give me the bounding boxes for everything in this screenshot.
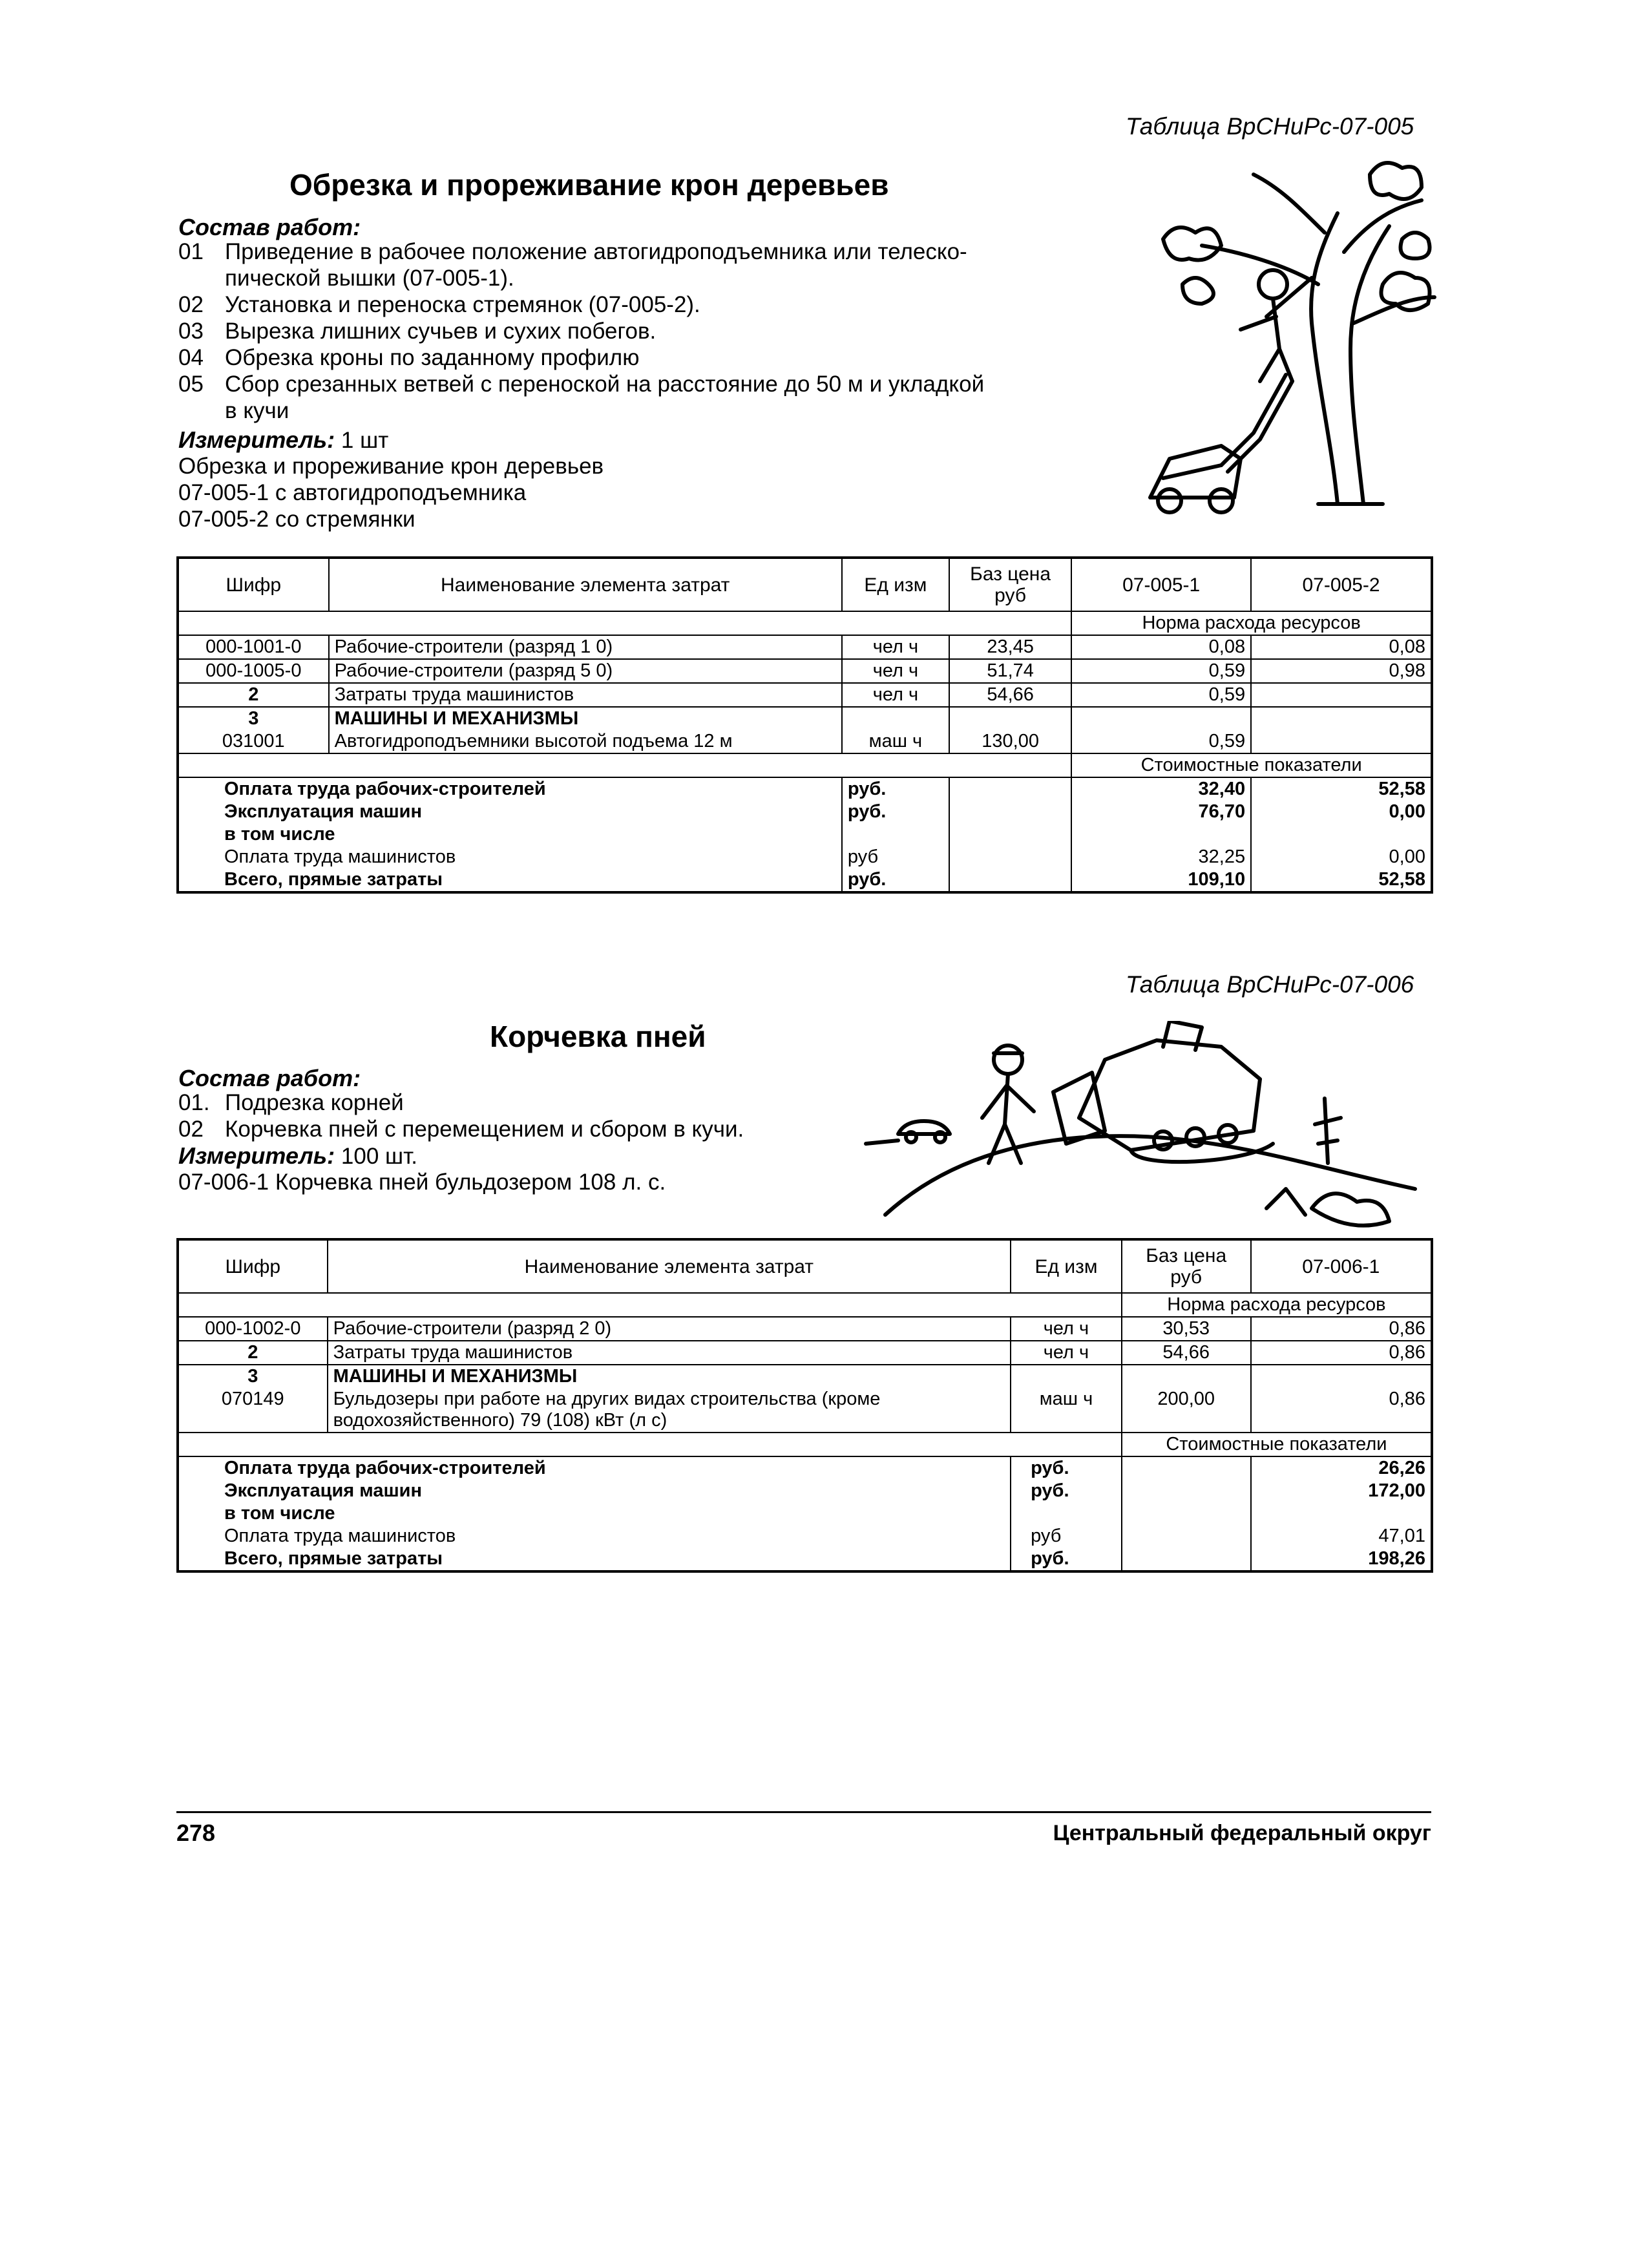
cost-name: Оплата труда машинистов: [178, 1525, 1011, 1548]
cell-code: 000-1001-0: [178, 635, 329, 659]
cell-v2: 0,08: [1251, 635, 1432, 659]
cost-table-07-005: [176, 556, 1433, 894]
cost-v1: 32,25: [1071, 846, 1251, 868]
table-row: [178, 730, 1432, 753]
work-item-text: в кучи: [225, 398, 289, 423]
page-number: 278: [176, 1820, 216, 1846]
variant-code: 07-005-2: [178, 507, 269, 532]
cell-name: Затраты труда машинистов: [329, 683, 842, 707]
work-item-num: 05: [178, 372, 204, 397]
cell-name: МАШИНЫ И МЕХАНИЗМЫ: [329, 707, 842, 730]
cell-name: Рабочие-строители (разряд 5 0): [329, 659, 842, 683]
variant-line: [178, 506, 415, 532]
variant-code: 07-005-1: [178, 480, 269, 505]
work-item: [178, 344, 1083, 371]
cell-price: 200,00: [1122, 1388, 1251, 1433]
cost-v2: 0,00: [1251, 801, 1432, 823]
cell-unit: чел ч: [842, 635, 949, 659]
cell-price: 54,66: [949, 683, 1071, 707]
table-row: [178, 707, 1432, 730]
cell-v1: 0,86: [1251, 1317, 1432, 1341]
cost-unit: руб.: [1011, 1456, 1122, 1480]
col-header-price: Баз цена руб: [1122, 1239, 1251, 1293]
meter-label: Измеритель:: [178, 426, 335, 453]
meter-line: [178, 1142, 417, 1170]
cost-header-row: [178, 1433, 1432, 1456]
cost-v2: 52,58: [1251, 777, 1432, 801]
cell-price: 54,66: [1122, 1341, 1251, 1365]
cost-row: [178, 1480, 1432, 1502]
col-header-price: Баз цена руб: [949, 558, 1071, 611]
cell-code: 000-1005-0: [178, 659, 329, 683]
cell-price: 23,45: [949, 635, 1071, 659]
cost-name: в том числе: [178, 823, 842, 846]
meter-value: 100 шт.: [341, 1144, 417, 1169]
table-row: [178, 1317, 1432, 1341]
table-row: [178, 1341, 1432, 1365]
work-item-text: Обрезка кроны по заданному профилю: [225, 345, 640, 370]
col-header-name: Наименование элемента затрат: [329, 558, 842, 611]
cost-table-07-006: [176, 1238, 1433, 1573]
work-item-num: [178, 265, 225, 291]
work-item: [178, 265, 1083, 291]
cell-unit: маш ч: [842, 730, 949, 753]
cell-name: Рабочие-строители (разряд 2 0): [328, 1317, 1011, 1341]
cost-header: Стоимостные показатели: [1122, 1433, 1432, 1456]
cost-header-row: [178, 753, 1432, 777]
meter-label: Измеритель:: [178, 1142, 335, 1169]
work-item-text: Корчевка пней с перемещением и сбором в кучи.: [225, 1117, 744, 1142]
cell-unit: маш ч: [1011, 1388, 1122, 1433]
cost-unit: руб.: [1011, 1548, 1122, 1571]
work-item-num: 02: [178, 292, 204, 317]
cell-name: [328, 1388, 1011, 1433]
section-title-stumps: Корчевка пней: [490, 1020, 706, 1053]
col-header-code: Шифр: [178, 558, 329, 611]
cell-unit: чел ч: [842, 683, 949, 707]
work-item: [178, 1089, 889, 1116]
cost-row: [178, 1525, 1432, 1548]
cost-unit: руб.: [842, 868, 949, 892]
cell-v1: 0,86: [1251, 1341, 1432, 1365]
work-items-list: [178, 1089, 889, 1142]
cost-v1: 172,00: [1251, 1480, 1432, 1502]
cell-code: 3: [178, 1365, 328, 1388]
work-item-num: 03: [178, 319, 204, 344]
cell-code: 3: [178, 707, 329, 730]
work-item-num: 01: [178, 239, 204, 264]
cell-code: 000-1002-0: [178, 1317, 328, 1341]
cell-code: 2: [178, 683, 329, 707]
cell-unit: чел ч: [1011, 1317, 1122, 1341]
cost-name: Всего, прямые затраты: [178, 1548, 1011, 1571]
cell-v1: 0,59: [1071, 683, 1251, 707]
cost-v1: 76,70: [1071, 801, 1251, 823]
cost-name: в том числе: [178, 1502, 1011, 1525]
cost-unit: руб.: [1011, 1480, 1122, 1502]
work-item: [178, 371, 1083, 397]
work-item-num: 01.: [178, 1090, 210, 1115]
cell-unit: чел ч: [1011, 1341, 1122, 1365]
work-composition-label: Состав работ:: [178, 1065, 361, 1091]
cost-unit: руб: [1011, 1525, 1122, 1548]
work-item-text: Подрезка корней: [225, 1090, 404, 1115]
cell-name-line: Бульдозеры при работе на других видах строительства (кроме: [333, 1389, 881, 1409]
cost-name: Эксплуатация машин: [178, 801, 842, 823]
cost-row: [178, 823, 1432, 846]
meter-line: [178, 426, 388, 454]
norm-header: Норма расхода ресурсов: [1071, 611, 1432, 635]
cost-row: [178, 1456, 1432, 1480]
cost-v1: 109,10: [1071, 868, 1251, 892]
work-item-text: Сбор срезанных ветвей с переноской на расстояние до 50 м и укладкой: [225, 372, 985, 397]
table-caption-07-005: Таблица ВрСНиРс-07-005: [1126, 113, 1414, 140]
cost-name: Оплата труда машинистов: [178, 846, 842, 868]
cell-name: Затраты труда машинистов: [328, 1341, 1011, 1365]
variant-line: 07-006-1 Корчевка пней бульдозером 108 л. с.: [178, 1170, 666, 1195]
work-item-text: Вырезка лишних сучьев и сухих побегов.: [225, 319, 656, 344]
cost-unit: руб.: [842, 801, 949, 823]
cell-price: 130,00: [949, 730, 1071, 753]
col-header-unit: Ед изм: [1011, 1239, 1122, 1293]
work-item: [178, 318, 1083, 344]
subtitle: Обрезка и прореживание крон деревьев: [178, 454, 604, 479]
meter-value: 1 шт: [341, 428, 389, 453]
work-item: [178, 238, 1083, 265]
cell-v2: 0,98: [1251, 659, 1432, 683]
cost-v1: 47,01: [1251, 1525, 1432, 1548]
cell-price: 51,74: [949, 659, 1071, 683]
cell-unit: чел ч: [842, 659, 949, 683]
cost-v2: 0,00: [1251, 846, 1432, 868]
col-header-unit: Ед изм: [842, 558, 949, 611]
variant-text: со стремянки: [275, 507, 415, 532]
work-item-num: 02: [178, 1117, 204, 1142]
work-item-text: пической вышки (07-005-1).: [225, 266, 514, 291]
cost-v2: 52,58: [1251, 868, 1432, 892]
cost-name: Эксплуатация машин: [178, 1480, 1011, 1502]
cell-v1: 0,86: [1251, 1388, 1432, 1433]
stump-removal-illustration: [859, 1021, 1441, 1234]
cell-v2: [1251, 730, 1432, 753]
cost-row: [178, 868, 1432, 892]
region-label: Центральный федеральный округ: [1053, 1821, 1431, 1845]
cell-name: МАШИНЫ И МЕХАНИЗМЫ: [328, 1365, 1011, 1388]
cell-code: 031001: [178, 730, 329, 753]
col-header-v1: 07-005-1: [1071, 558, 1251, 611]
work-item-text: Установка и переноска стремянок (07-005-2).: [225, 292, 700, 317]
variant-text: с автогидроподъемника: [275, 480, 527, 505]
work-items-list: [178, 238, 1083, 424]
cost-row: [178, 1548, 1432, 1571]
table-row: [178, 635, 1432, 659]
table-header-row: [178, 558, 1432, 611]
table-header-row: [178, 1239, 1432, 1293]
cell-price: 30,53: [1122, 1317, 1251, 1341]
variant-line: [178, 479, 526, 506]
norm-header: Норма расхода ресурсов: [1122, 1293, 1432, 1317]
norm-header-row: [178, 1293, 1432, 1317]
cell-name: Рабочие-строители (разряд 1 0): [329, 635, 842, 659]
table-row: [178, 1365, 1432, 1388]
col-header-name: Наименование элемента затрат: [328, 1239, 1011, 1293]
cell-v1: 0,59: [1071, 659, 1251, 683]
cost-row: [178, 1502, 1432, 1525]
cell-code: 2: [178, 1341, 328, 1365]
cost-row: [178, 846, 1432, 868]
table-row: [178, 683, 1432, 707]
section-title-pruning: Обрезка и прореживание крон деревьев: [289, 168, 889, 202]
work-item: [178, 1116, 889, 1142]
work-item-num: [178, 397, 225, 424]
cost-row: [178, 777, 1432, 801]
tree-pruning-illustration: [1124, 155, 1447, 517]
cost-v1: 32,40: [1071, 777, 1251, 801]
work-item: [178, 291, 1083, 318]
cell-name: Автогидроподъемники высотой подъема 12 м: [329, 730, 842, 753]
cell-code: 070149: [178, 1388, 328, 1433]
cell-v1: 0,08: [1071, 635, 1251, 659]
table-row: [178, 1388, 1432, 1433]
cell-name-line: водохозяйственного) 79 (108) кВт (л с): [333, 1410, 667, 1431]
col-header-code: Шифр: [178, 1239, 328, 1293]
col-header-v2: 07-005-2: [1251, 558, 1432, 611]
cell-v2: [1251, 683, 1432, 707]
work-item-text: Приведение в рабочее положение автогидроподъемника или телеско-: [225, 239, 967, 264]
cost-name: Всего, прямые затраты: [178, 868, 842, 892]
cost-v1: 198,26: [1251, 1548, 1432, 1571]
col-header-v1: 07-006-1: [1251, 1239, 1432, 1293]
norm-header-row: [178, 611, 1432, 635]
cost-name: Оплата труда рабочих-строителей: [178, 1456, 1011, 1480]
cost-row: [178, 801, 1432, 823]
work-composition-label: Состав работ:: [178, 214, 361, 240]
work-item: [178, 397, 1083, 424]
cost-header: Стоимостные показатели: [1071, 753, 1432, 777]
footer-rule: [176, 1811, 1431, 1813]
cost-name: Оплата труда рабочих-строителей: [178, 777, 842, 801]
table-row: [178, 659, 1432, 683]
cost-unit: руб.: [842, 777, 949, 801]
cost-unit: руб: [842, 846, 949, 868]
cell-v1: 0,59: [1071, 730, 1251, 753]
work-item-num: 04: [178, 345, 204, 370]
table-caption-07-006: Таблица ВрСНиРс-07-006: [1126, 971, 1414, 998]
cost-v1: 26,26: [1251, 1456, 1432, 1480]
